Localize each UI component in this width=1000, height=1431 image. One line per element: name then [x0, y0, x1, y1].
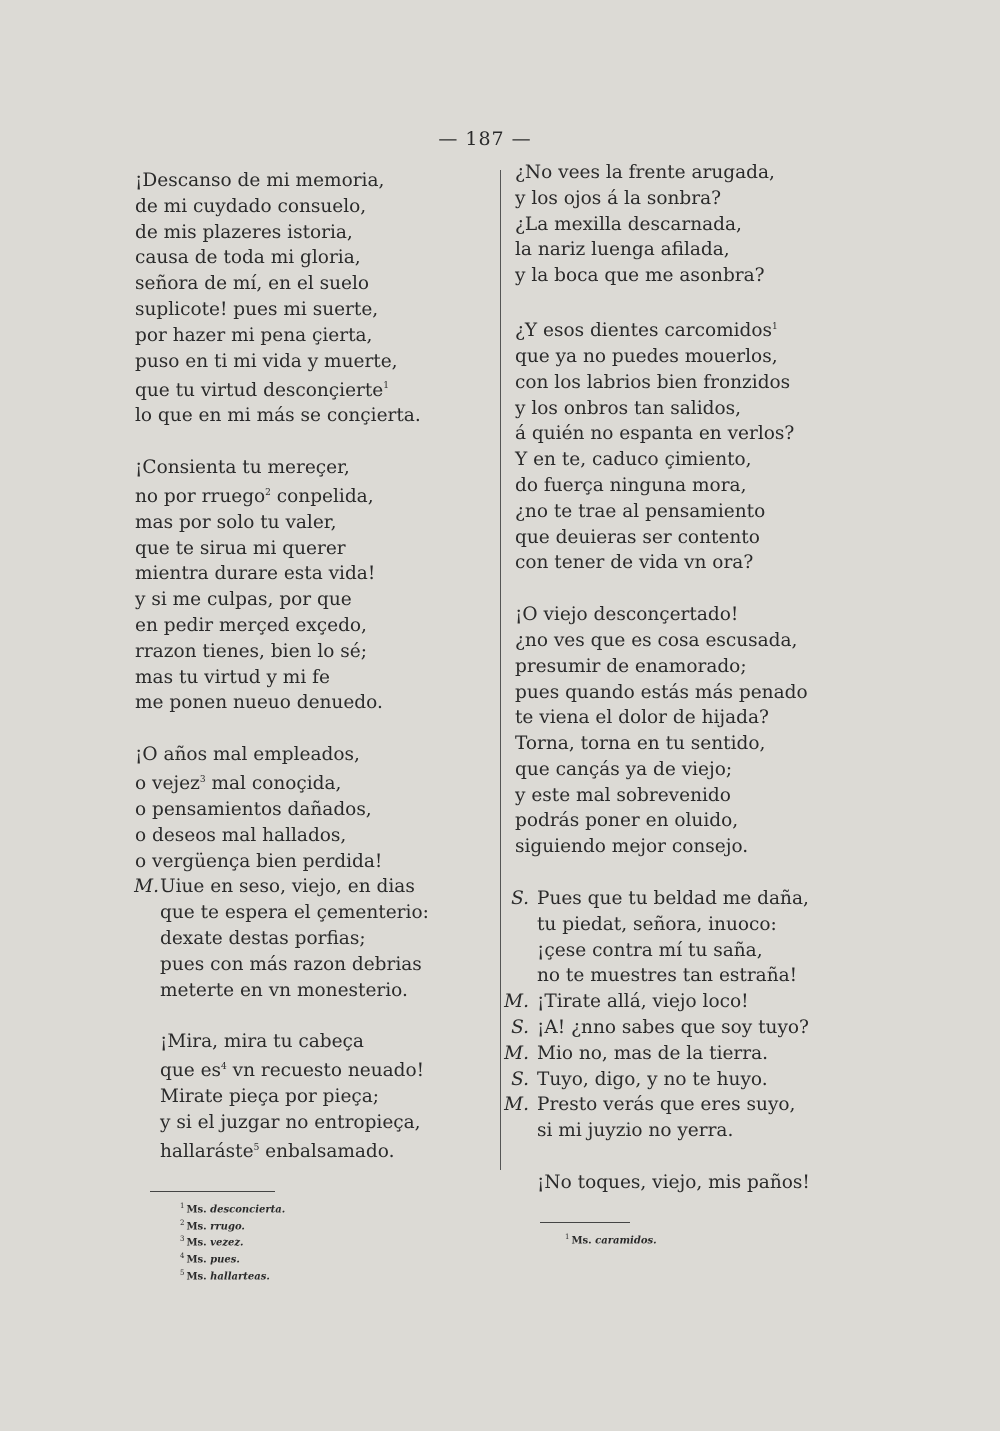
footnotes: [180, 1200, 480, 1284]
verse-line: [135, 1110, 480, 1136]
verse-text: o vejez: [135, 773, 200, 795]
footnote-rule: [540, 1222, 630, 1223]
verse-line: [515, 237, 835, 263]
footnote-ref: 4: [221, 1062, 227, 1073]
verse-text: Tuyo, digo, y no te huyo.: [537, 1068, 768, 1090]
verse-line: [135, 194, 480, 220]
verse-text: podrás poner en oluido,: [515, 810, 739, 832]
verse-line: [515, 1170, 835, 1196]
verse-line: [511, 1015, 835, 1041]
verse-line: [135, 536, 480, 562]
verse-text: rrazon tienes, bien lo sé;: [135, 640, 367, 662]
verse-text: ¿no ves que es cosa escusada,: [515, 629, 798, 651]
verse-text: que deuieras ser contento: [515, 526, 760, 548]
verse-text: que es: [160, 1060, 222, 1082]
footnote-rule: [150, 1191, 275, 1192]
verse-line: [515, 344, 835, 370]
verse-text: pues quando estás más penado: [515, 681, 808, 703]
verse-line: [515, 447, 835, 473]
verse-line: [515, 705, 835, 731]
verse-text: no te muestres tan estraña!: [537, 965, 798, 987]
footnote-ms: Ms.: [186, 1254, 207, 1266]
verse-text: do fuerça ninguna mora,: [515, 474, 747, 496]
verse-line: [515, 757, 835, 783]
verse-line: [515, 912, 835, 938]
verse-line: [515, 654, 835, 680]
verse-text: la nariz luenga afilada,: [515, 239, 730, 261]
speaker-label: S.: [511, 1068, 529, 1090]
verse-text: ¡Tirate allá, viejo loco!: [537, 991, 749, 1013]
verse-text: que te sirua mi querer: [135, 537, 346, 559]
speaker-label: S.: [511, 888, 529, 910]
verse-text: á quién no espanta en verlos?: [515, 423, 795, 445]
right-column: [504, 160, 835, 1248]
verse-text-continued: conpelida,: [270, 486, 374, 508]
footnote-word: desconcierta.: [210, 1204, 286, 1215]
verse-text: o vergüença bien perdida!: [135, 850, 383, 872]
verse-text: presumir de enamorado;: [515, 655, 747, 677]
stanza: [135, 742, 480, 1003]
verse-text: que ya no puedes mouerlos,: [515, 345, 778, 367]
verse-line: [135, 455, 480, 481]
footnote: [180, 1267, 480, 1284]
footnote: [180, 1250, 480, 1267]
verse-line: [515, 315, 835, 344]
footnote-ms: Ms.: [186, 1220, 207, 1232]
stanza: [515, 1170, 835, 1196]
footnote-ms: Ms.: [186, 1271, 207, 1283]
verse-text: de mi cuydado consuelo,: [135, 195, 367, 217]
footnote-word: rrugo.: [210, 1220, 245, 1232]
verse-text: Uiue en seso, viejo, en dias: [160, 876, 415, 898]
verse-line: [515, 396, 835, 422]
verse-line: [135, 768, 480, 797]
verse-text: Pues que tu beldad me daña,: [537, 888, 809, 910]
verse-line: [515, 263, 835, 289]
verse-line: [511, 1067, 835, 1093]
speaker-label: M.: [504, 1042, 529, 1064]
verse-line: [135, 245, 480, 271]
verse-line: [135, 374, 480, 403]
verse-text: ¡Mira, mira tu cabeça: [160, 1031, 364, 1053]
stanza: [504, 886, 835, 1144]
verse-text: pues con más razon debrias: [160, 953, 422, 975]
footnote-ref: 3: [199, 775, 206, 786]
footnote: [565, 1231, 835, 1248]
verse-line: [515, 186, 835, 212]
verse-text: hallaráste: [160, 1140, 254, 1162]
left-column: [135, 168, 480, 1284]
footnote-word: caramidos.: [595, 1235, 657, 1247]
verse-line: [511, 886, 835, 912]
verse-text: ¡Consienta tu mereçer,: [135, 457, 350, 479]
verse-line: [135, 1084, 480, 1110]
verse-line: [135, 1136, 480, 1165]
verse-text: y la boca que me asonbra?: [515, 265, 765, 287]
footnote-ms: Ms.: [186, 1237, 207, 1249]
verse-line: [515, 499, 835, 525]
footnote-number: 2: [180, 1218, 185, 1227]
verse-line: [515, 1118, 835, 1144]
verse-text: que tu virtud desconçierte: [135, 379, 384, 401]
verse-text: que cançás ya de viejo;: [515, 758, 733, 780]
footnote: [180, 1233, 480, 1250]
verse-line: [135, 587, 480, 613]
verse-text: lo que en mi más se conçierta.: [135, 405, 421, 427]
footnote: [180, 1217, 480, 1234]
footnote: [180, 1200, 480, 1217]
speaker-label: M.: [504, 991, 529, 1013]
verse-line: [515, 808, 835, 834]
verse-text: Y en te, caduco çimiento,: [515, 449, 752, 471]
verse-line: [135, 690, 480, 716]
footnotes: [565, 1231, 835, 1248]
verse-text: puso en ti mi vida y muerte,: [135, 350, 398, 372]
verse-text: ¡A! ¿nno sabes que soy tuyo?: [537, 1017, 809, 1039]
verse-line: [515, 212, 835, 238]
verse-text: por hazer mi pena çierta,: [135, 324, 373, 346]
verse-text: y si el juzgar no entropieça,: [160, 1111, 421, 1133]
verse-line: [135, 1029, 480, 1055]
verse-line: [135, 613, 480, 639]
verse-line: [515, 602, 835, 628]
verse-line: [515, 680, 835, 706]
footnote-number: 4: [180, 1252, 185, 1261]
footnote-ref: 1: [383, 381, 389, 392]
verse-text: meterte en vn monesterio.: [160, 979, 408, 1001]
verse-text: suplicote! pues mi suerte,: [135, 298, 379, 320]
verse-text: Torna, torna en tu sentido,: [515, 733, 766, 755]
verse-text: siguiendo mejor consejo.: [515, 836, 749, 858]
footnote-number: 3: [180, 1235, 185, 1244]
verse-text-continued: mal conoçida,: [205, 773, 342, 795]
verse-text: mas tu virtud y mi fe: [135, 666, 330, 688]
verse-line: [135, 823, 480, 849]
verse-text: ¿no te trae al pensamiento: [515, 500, 766, 522]
speaker-label: S.: [511, 1017, 529, 1039]
stanza: [515, 315, 835, 576]
verse-line: [515, 963, 835, 989]
verse-line: [135, 874, 480, 900]
stanza: [515, 602, 835, 860]
verse-line: [515, 421, 835, 447]
verse-line: [135, 952, 480, 978]
footnote-number: 5: [180, 1268, 185, 1277]
verse-text: o pensamientos dañados,: [135, 799, 372, 820]
verse-line: [135, 561, 480, 587]
verse-text: y los ojos á la sonbra?: [515, 187, 722, 209]
footnote-word: hallarteas.: [210, 1271, 270, 1283]
speaker-label: M.: [504, 1094, 529, 1116]
footnote-number: 1: [565, 1232, 570, 1241]
verse-text: Presto verás que eres suyo,: [537, 1094, 796, 1116]
verse-line: [515, 628, 835, 654]
verse-line: [135, 271, 480, 297]
verse-line: [515, 834, 835, 860]
verse-line: [135, 510, 480, 536]
verse-line: [135, 297, 480, 323]
verse-text: te viena el dolor de hijada?: [515, 707, 769, 729]
verse-line: [504, 989, 835, 1015]
stanza: [515, 160, 835, 289]
verse-text: ¡Descanso de mi memoria,: [135, 170, 385, 191]
verse-line: [135, 978, 480, 1004]
stanza: [135, 168, 480, 429]
verse-line: [135, 742, 480, 768]
verse-line: [135, 639, 480, 665]
verse-line: [135, 849, 480, 875]
verse-text: con los labrios bien fronzidos: [515, 371, 791, 393]
verse-text: mas por solo tu valer,: [135, 511, 337, 533]
footnote-ms: Ms.: [571, 1235, 592, 1247]
footnote-ms: Ms.: [186, 1204, 207, 1215]
verse-line: [135, 220, 480, 246]
speaker-label: M.: [134, 876, 159, 898]
verse-line: [135, 665, 480, 691]
verse-line: [135, 323, 480, 349]
verse-text-continued: vn recuesto neuado!: [226, 1060, 425, 1082]
verse-text: ¡O años mal empleados,: [135, 744, 360, 766]
footnote-ref: 2: [265, 487, 271, 498]
verse-line: [135, 349, 480, 375]
page-number: — 187 —: [438, 128, 532, 150]
verse-line: [135, 403, 480, 429]
verse-text: de mis plazeres istoria,: [135, 221, 353, 243]
verse-text: mientra durare esta vida!: [135, 563, 376, 585]
verse-line: [135, 1055, 480, 1084]
verse-line: [515, 525, 835, 551]
verse-text: ¿Y esos dientes carcomidos: [515, 320, 773, 342]
footnote-ref: 5: [253, 1142, 260, 1153]
verse-text: con tener de vida vn ora?: [515, 552, 754, 574]
verse-text: ¡çese contra mí tu saña,: [537, 939, 763, 961]
stanza: [135, 1029, 480, 1164]
verse-text: ¿La mexilla descarnada,: [515, 213, 742, 235]
verse-line: [135, 168, 480, 194]
verse-text: en pedir merçed exçedo,: [135, 615, 367, 637]
verse-text: y este mal sobrevenido: [515, 784, 731, 806]
verse-line: [515, 938, 835, 964]
verse-text-continued: enbalsamado.: [259, 1140, 395, 1162]
verse-line: [135, 926, 480, 952]
verse-line: [515, 473, 835, 499]
verse-line: [135, 797, 480, 823]
verse-line: [515, 370, 835, 396]
verse-text: dexate destas porfias;: [160, 927, 366, 949]
footnote-word: pues.: [210, 1254, 240, 1266]
verse-text: ¡O viejo desconçertado!: [515, 604, 739, 626]
verse-line: [515, 783, 835, 809]
footnote-ref: 1: [772, 321, 778, 332]
verse-text: o deseos mal hallados,: [135, 824, 347, 846]
verse-line: [504, 1092, 835, 1118]
footnote-word: vezez.: [210, 1237, 244, 1249]
verse-line: [135, 481, 480, 510]
verse-text: Mirate pieça por pieça;: [160, 1086, 380, 1108]
verse-line: [504, 1041, 835, 1067]
verse-text: si mi juyzio no yerra.: [537, 1120, 734, 1142]
verse-line: [515, 550, 835, 576]
verse-line: [135, 900, 480, 926]
verse-text: y si me culpas, por que: [135, 589, 352, 611]
verse-text: tu piedat, señora, inuoco:: [537, 913, 777, 935]
verse-text: que te espera el çementerio:: [160, 902, 429, 924]
verse-line: [515, 160, 835, 186]
verse-text: no por rruego: [135, 486, 266, 508]
verse-text: Mio no, mas de la tierra.: [537, 1042, 769, 1064]
verse-text: y los onbros tan salidos,: [515, 397, 741, 419]
verse-text: me ponen nueuo denuedo.: [135, 692, 383, 714]
verse-text: señora de mí, en el suelo: [135, 273, 370, 295]
verse-text: ¡No toques, viejo, mis paños!: [537, 1172, 810, 1194]
verse-text: causa de toda mi gloria,: [135, 247, 361, 269]
footnote-number: 1: [180, 1201, 185, 1210]
verse-text: ¿No vees la frente arugada,: [515, 162, 775, 183]
stanza: [135, 455, 480, 716]
verse-line: [515, 731, 835, 757]
